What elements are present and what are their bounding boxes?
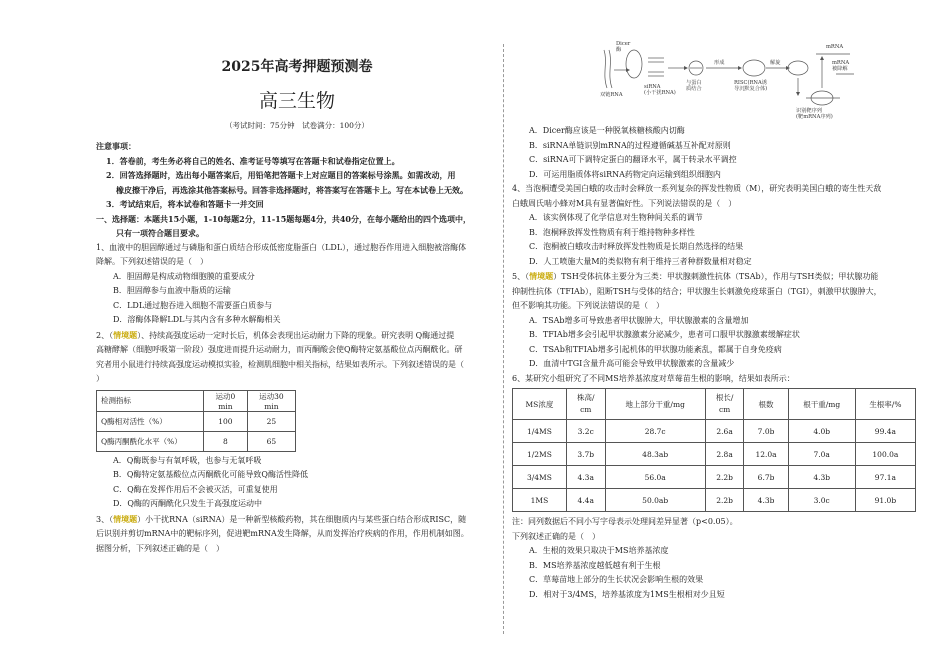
question-4 [512, 182, 916, 269]
dsrna-strand-1 [604, 50, 607, 88]
q4-stem-2: 白蛾周氏啮小蜂对M具有显著偏好性。下列说法错误的是（ ） [512, 198, 737, 208]
label-recognize-target: 识别靶序列 (靶mRNA序列) [796, 108, 833, 120]
q5-number: 5、（ [512, 272, 530, 281]
table-cell: 7.0b [744, 420, 788, 443]
section1-line1: 一、选择题：本题共15小题，1-10每题2分，11-15题每题4分，共40分，在每小题给出的四个选项中， [96, 213, 471, 224]
risc-complex-shape [743, 60, 765, 76]
arrow-head [796, 92, 800, 96]
table-cell: 2.8a [705, 443, 744, 466]
q5-stem-1 [512, 269, 916, 285]
table-row [97, 411, 296, 431]
question-3-stem [96, 512, 498, 557]
table-cell: 3.0c [788, 489, 855, 512]
q3-option-c: C．siRNA可下调特定蛋白的翻译水平，属于转录水平调控 [529, 155, 737, 164]
label-sirna: siRNA (小干扰RNA) [644, 84, 676, 96]
table-cell: 4.4a [566, 489, 605, 512]
label-dicer: Dicer 酶 [616, 41, 631, 53]
table-header-cell: 根数 [744, 389, 788, 420]
table-cell: 3/4MS [513, 466, 567, 489]
label-protein-binding: 与蛋白 质结合 [686, 80, 702, 92]
left-column [96, 0, 498, 672]
table-cell: 4.3b [788, 466, 855, 489]
table-cell: 50.0ab [605, 489, 705, 512]
q1-stem-2: 降解。下列叙述错误的是（ ） [96, 257, 208, 266]
notes-item-3: 3．考试结束后，将本试卷和答题卡一并交回 [106, 199, 264, 209]
q5-stem-2: 抑制性抗体（TFIAb），阻断TSH与受体的结合；甲状腺生长刺激免疫球蛋白（TGI），刺激甲状腺肿大， [512, 286, 882, 296]
table-cell: 48.3ab [605, 443, 705, 466]
q5-option-b: B．TFIAb增多会引起甲状腺激素分泌减少，患者可口服甲状腺激素缓解症状 [529, 330, 800, 339]
table-cell: 100 [204, 411, 248, 431]
label-mrna: mRNA [826, 44, 844, 50]
table-cell: 4.3b [744, 489, 788, 512]
table-header-cell: MS浓度 [513, 389, 567, 420]
question-5 [512, 269, 916, 372]
q2-table [96, 390, 296, 452]
label-mrna-degraded: mRNA 被降解 [832, 60, 850, 72]
q2-option-c: C．Q酶在发挥作用后不会被灭活，可重复使用 [113, 484, 278, 494]
table-cell: Q酶相对活性（%） [97, 411, 204, 431]
arrow-head [684, 66, 688, 70]
table-cell: 4.0b [788, 420, 855, 443]
unwound-risc-shape [788, 61, 808, 75]
q6-option-b: B．MS培养基浓度越低越有利于生根 [529, 560, 661, 570]
q6-table [512, 388, 916, 512]
dsrna-strand-2 [609, 50, 612, 88]
table-cell: 4.3a [566, 466, 605, 489]
arrow-head [626, 68, 630, 72]
table-cell: 65 [247, 431, 295, 451]
notes-section [96, 139, 498, 212]
table-header-cell: 根长/ cm [705, 389, 744, 420]
table-row [97, 431, 296, 451]
q3-stem-3: 据图分析，下列叙述正确的是（ ） [96, 543, 224, 553]
label-unwind: 解旋 [770, 60, 781, 66]
notes-item-1: 1．答卷前，考生务必将自己的姓名、准考证号等填写在答题卡和试卷指定位置上。 [106, 155, 400, 166]
table-cell: 28.7c [605, 420, 705, 443]
label-dsrna: 双链RNA [600, 92, 623, 98]
table-cell: 3.2c [566, 420, 605, 443]
q6-stem-2: 下列叙述正确的是（ ） [512, 531, 600, 541]
table-header-cell: 生根率/% [855, 389, 915, 420]
q4-stem-1: 4、当泡桐遭受美国白蛾的攻击时会释放一系列复杂的挥发性物质（M），研究表明美国白蛾的寄生性天敌 [512, 184, 882, 193]
q2-stem-3: 究者用小鼠进行持续高强度运动模拟实验，检测肌细胞中相关指标，结果如表所示。下列叙述错误的是（ [96, 359, 464, 369]
q1-option-d: D．溶酶体降解LDL与其内含有多种水解酶相关 [113, 315, 281, 324]
table-header-cell: 株高/ cm [566, 389, 605, 420]
column-divider [503, 44, 504, 634]
q4-option-c: C．泡桐被白蛾攻击时释放挥发性物质是长期自然选择的结果 [529, 242, 744, 251]
table-cell: 1/4MS [513, 420, 567, 443]
q1-option-a: A．胆固醇是构成动物细胞膜的重要成分 [113, 271, 255, 281]
q3-option-d: D．可运用脂质体将siRNA药物定向运输到组织细胞内 [529, 169, 721, 179]
table-cell: 2.6a [705, 420, 744, 443]
q1-stem-1: 1、血液中的胆固醇通过与磷脂和蛋白质结合形成低密度脂蛋白（LDL），通过胞吞作用进入细胞被溶酶体 [96, 242, 467, 252]
question-6 [512, 372, 916, 603]
notes-heading: 注意事项： [96, 141, 136, 151]
table-row [513, 466, 916, 489]
table-cell: 91.0b [855, 489, 915, 512]
q2-stem-1 [96, 328, 498, 344]
table-cell: 2.2b [705, 466, 744, 489]
q5-option-c: C．TSAb和TFIAb增多引起机体的甲状腺功能紊乱，都属于自身免疫病 [529, 344, 782, 354]
right-column [512, 0, 916, 672]
table-row [513, 443, 916, 466]
table-header-cell: 根干重/mg [788, 389, 855, 420]
notes-item-2-cont: 橡皮擦干净后，再选涂其他答案标号。回答非选择题时，将答案写在答题卡上。写在本试卷上无效。 [116, 184, 468, 195]
dicer-enzyme-shape [626, 50, 642, 78]
table-header-row [97, 390, 296, 411]
q2-stem-2: 高糖酵解（细胞呼吸第一阶段）强度进而提升运动耐力，而丙酮酸会使Q酶特定氨基酸位点丙酮酰化。研 [96, 345, 463, 354]
q6-option-a: A．生根的效果只取决于MS培养基浓度 [529, 546, 669, 555]
q5-option-d: D．血清中TGI含量升高可能会导致甲状腺激素的含量减少 [529, 359, 735, 368]
arrow-head [820, 56, 824, 60]
q1-option-c: C．LDL通过胞吞进入细胞不需要蛋白质参与 [113, 300, 273, 310]
table-cell: 25 [247, 411, 295, 431]
q3-stem-1 [96, 512, 498, 528]
q2-context-tag: 情境题 [113, 329, 138, 340]
table-cell: Q酶丙酮酰化水平（%） [97, 431, 204, 451]
table-cell: 99.4a [855, 420, 915, 443]
label-risc: RISC(RNA诱 导沉默复合体) [734, 80, 768, 92]
section1-line2: 只有一项符合题目要求。 [116, 228, 204, 238]
table-header-cell: 检测指标 [97, 390, 204, 411]
q2-stem-1-text: ）、持续高强度运动一定时长后，机体会表现出运动耐力下降的现象。研究表明 Q酶通过提 [137, 330, 455, 340]
exam-subject: 高三生物 [258, 90, 335, 112]
q4-option-a: A．该实例体现了化学信息对生物种间关系的调节 [529, 213, 703, 222]
question-3-options [512, 124, 916, 182]
q3-stem-1-text: ）小干扰RNA（siRNA）是一种新型核酸药物，其在细胞质内与某些蛋白结合形成RISC，随 [137, 514, 467, 524]
exam-info: （考试时间：75分钟 试卷满分：100分） [225, 121, 369, 130]
sirna-mechanism-diagram [600, 40, 860, 128]
q2-option-d: D．Q酶的丙酮酰化只发生于高强度运动中 [113, 499, 262, 508]
q6-option-c: C．草莓苗地上部分的生长状况会影响生根的效果 [529, 575, 704, 584]
table-cell: 3.7b [566, 443, 605, 466]
q4-option-b: B．泡桐释放挥发性物质有利于维持物种多样性 [529, 227, 695, 237]
right-column-content [512, 124, 916, 602]
q6-table-note: 注：同列数据后不同小写字母表示处理间差异显著（p<0.05）。 [512, 517, 738, 526]
q6-option-d: D．相对于3/4MS，培养基浓度为1MS生根相对少且短 [529, 589, 725, 599]
question-1 [96, 241, 498, 328]
q6-stem-1: 6、某研究小组研究了不同MS培养基浓度对草莓苗生根的影响，结果如表所示： [512, 373, 795, 383]
label-form: 形成 [714, 60, 725, 66]
question-2 [96, 328, 498, 512]
table-cell: 1/2MS [513, 443, 567, 466]
table-row [513, 489, 916, 512]
q2-stem-4: ） [96, 374, 104, 383]
table-row [513, 420, 916, 443]
q4-option-d: D．人工喷施大量M的类似物有利于维持三者种群数量相对稳定 [529, 256, 752, 266]
table-cell: 8 [204, 431, 248, 451]
table-cell: 100.0a [855, 443, 915, 466]
table-cell: 1MS [513, 489, 567, 512]
q3-stem-2: 后识别并剪切mRNA中的靶标序列，促进靶mRNA发生降解，从而发挥治疗疾病的作用，作用机制如图。 [96, 529, 469, 538]
table-header-cell: 地上部分干重/mg [605, 389, 705, 420]
table-cell: 7.0a [788, 443, 855, 466]
table-cell: 56.0a [605, 466, 705, 489]
q3-context-tag: 情境题 [113, 513, 138, 524]
q3-option-a: A．Dicer酶应该是一种脱氧核糖核酸内切酶 [529, 126, 685, 135]
table-header-cell: 运动0 min [204, 390, 248, 411]
q3-option-b: B．siRNA单链识别mRNA的过程遵循碱基互补配对原则 [529, 140, 731, 150]
q2-option-a: A．Q酶既参与有氧呼吸，也参与无氧呼吸 [113, 455, 262, 465]
q1-option-b: B．胆固醇参与血液中脂质的运输 [113, 286, 231, 295]
q2-option-b: B．Q酶特定氨基酸位点丙酮酰化可能导致Q酶活性降低 [113, 470, 308, 479]
q5-stem-1-text: ）TSH受体抗体主要分为三类：甲状腺刺激性抗体（TSAb），作用与TSH类似；甲状腺功能 [553, 272, 879, 281]
q5-stem-3: 但不影响其功能。下列说法错误的是（ ） [512, 301, 664, 310]
q5-option-a: A．TSAb增多可导致患者甲状腺肿大，甲状腺激素的含量增加 [529, 315, 749, 325]
table-header-cell: 运动30 min [247, 390, 295, 411]
arrow-head [738, 66, 742, 70]
q5-context-tag: 情境题 [529, 271, 554, 281]
table-cell: 2.2b [705, 489, 744, 512]
table-cell: 6.7b [744, 466, 788, 489]
table-header-row [513, 389, 916, 420]
table-cell: 12.0a [744, 443, 788, 466]
q2-number: 2、（ [96, 330, 114, 340]
table-cell: 97.1a [855, 466, 915, 489]
exam-title: 2025年高考押题预测卷 [221, 59, 373, 75]
q3-number: 3、（ [96, 514, 114, 524]
notes-item-2: 2．回答选择题时，选出每小题答案后，用铅笔把答题卡上对应题目的答案标号涂黑。如需改动，用 [106, 170, 456, 180]
